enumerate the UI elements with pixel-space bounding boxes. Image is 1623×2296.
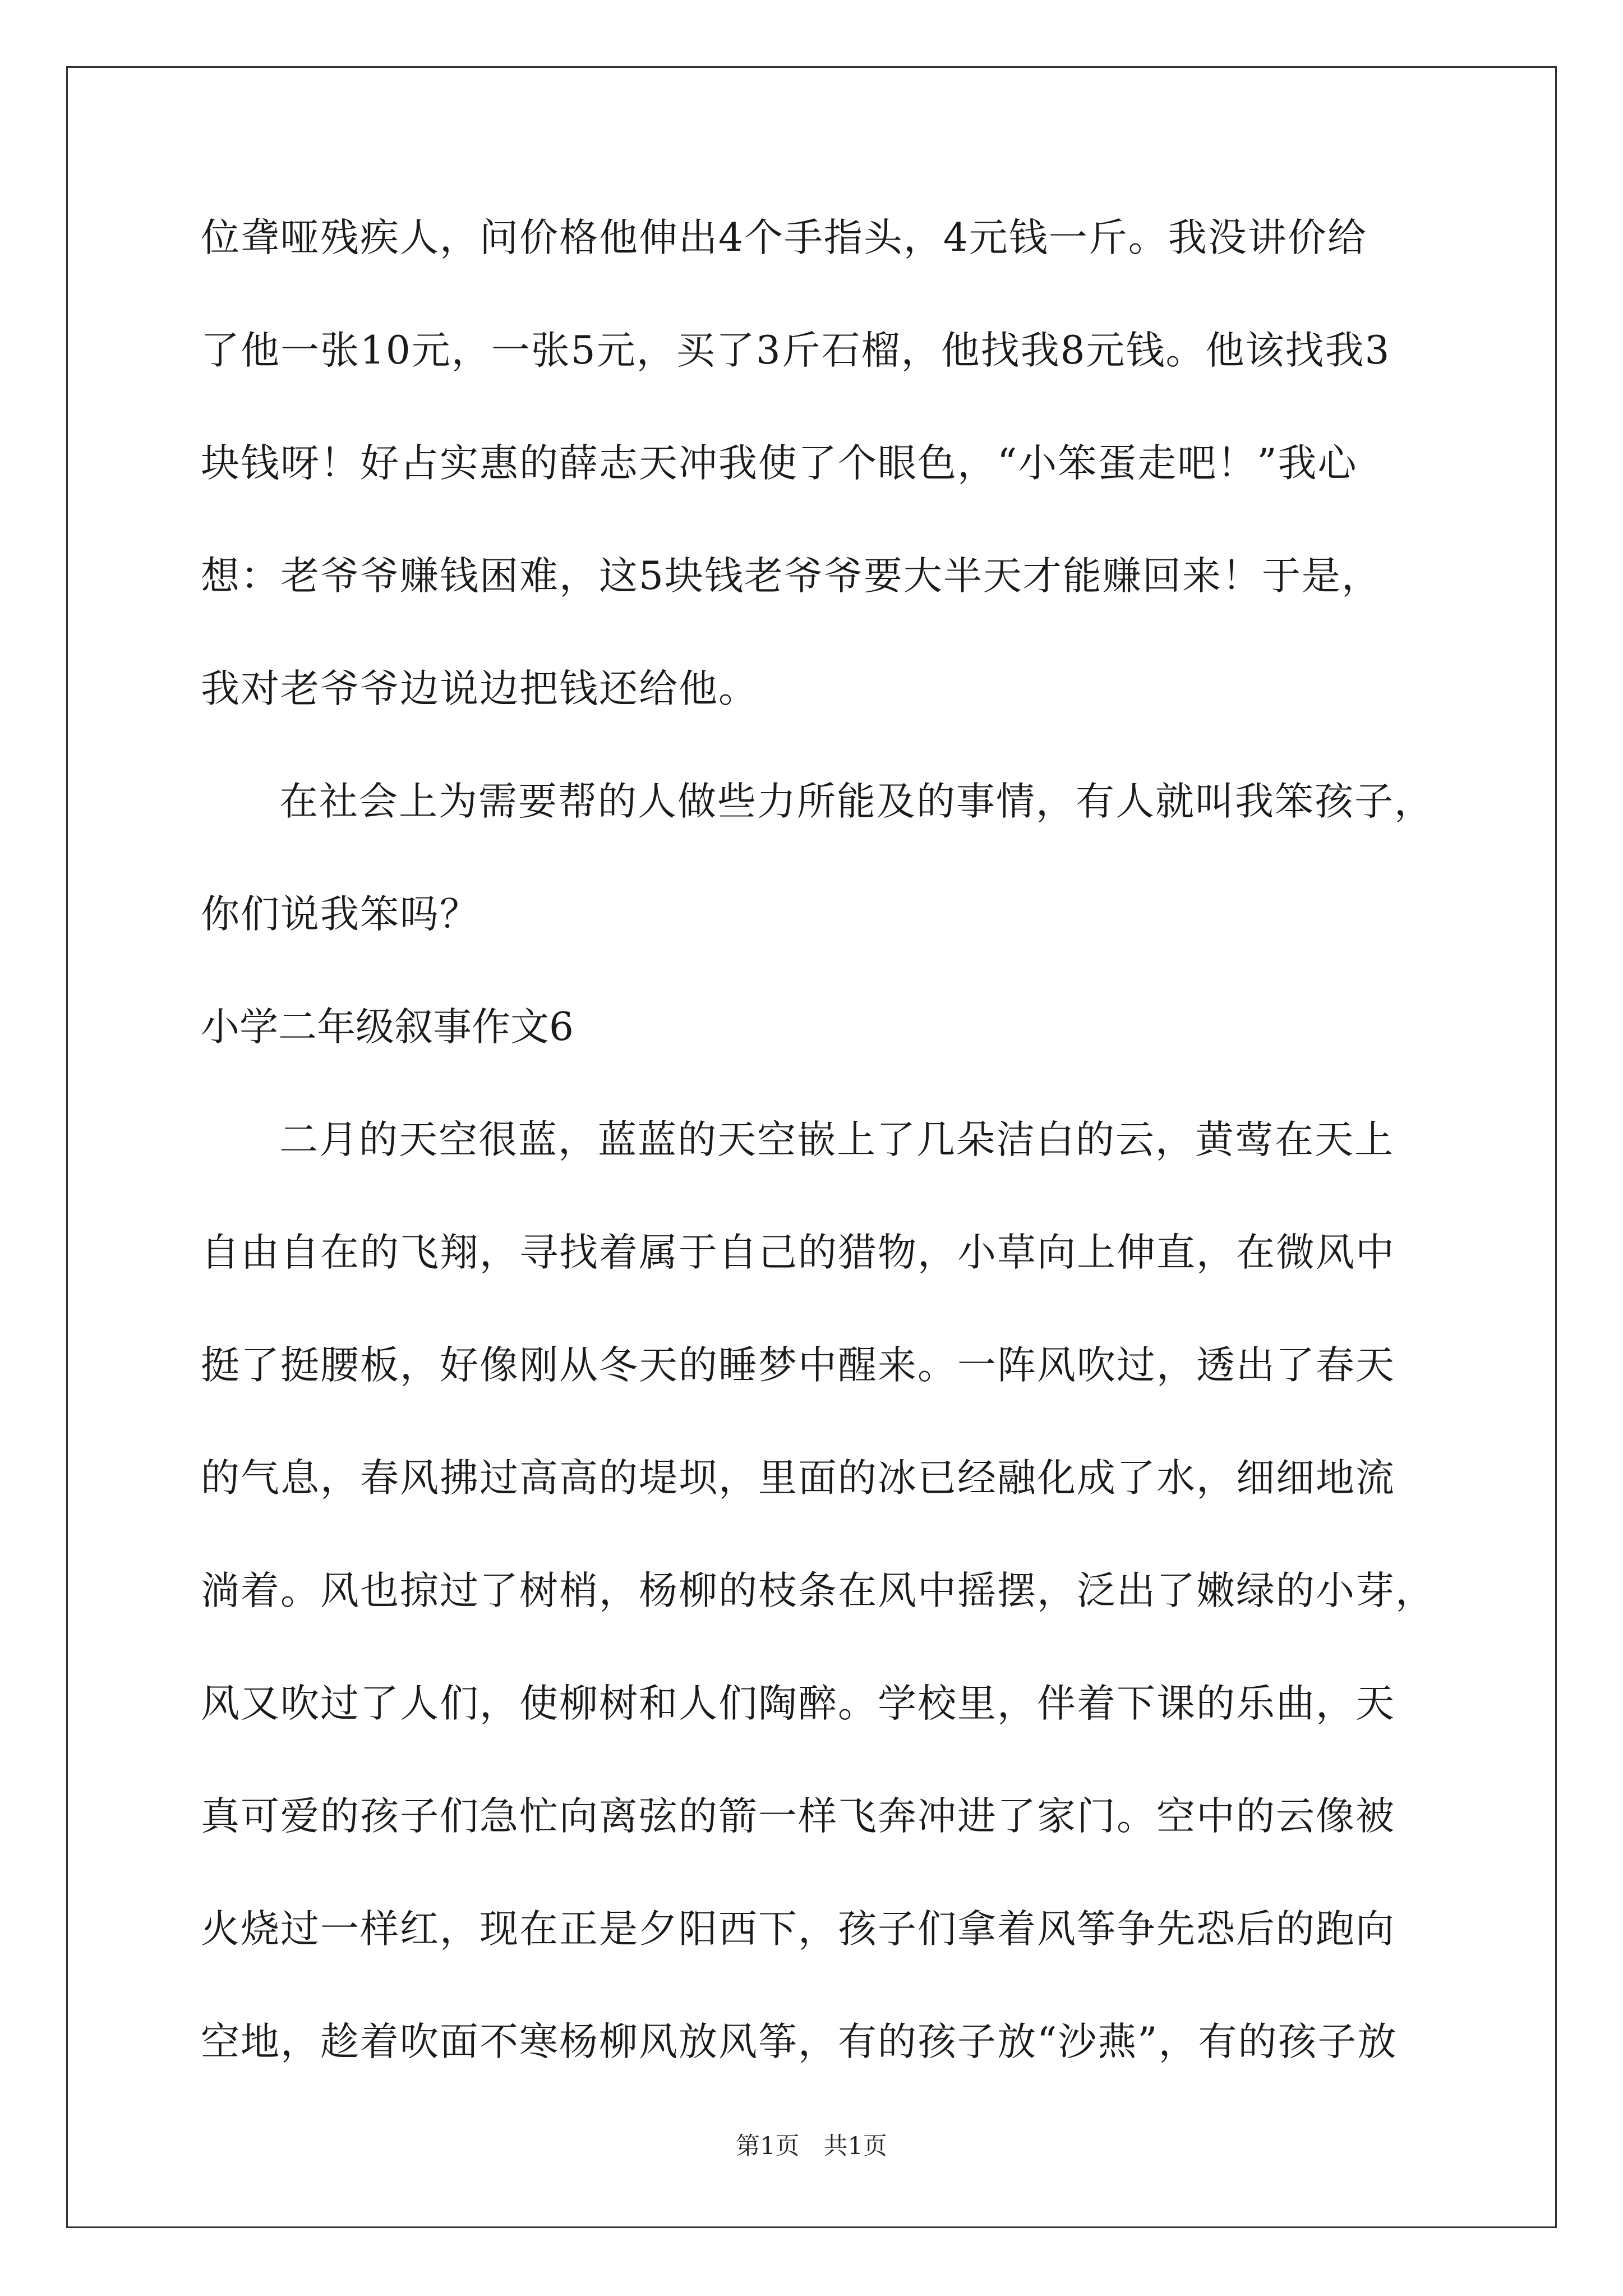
paragraph-start-line: 二月的天空很蓝，蓝蓝的天空嵌上了几朵洁白的云，黄莺在天上: [279, 1117, 1394, 1162]
document-body: [201, 215, 1435, 2136]
text-line: 我对老爷爷边说边把钱还给他。: [201, 666, 758, 711]
page-footer: 第1页 共1页: [736, 2132, 887, 2160]
text-line: 淌着。风也掠过了树梢，杨柳的枝条在风中摇摆，泛出了嫩绿的小芽，: [201, 1568, 1435, 1613]
text-line: 了他一张10元，一张5元，买了3斤石榴，他找我8元钱。他该找我3: [201, 328, 1391, 373]
text-line: 想：老爷爷赚钱困难，这5块钱老爷爷要大半天才能赚回来！于是，: [201, 554, 1381, 599]
text-line: 真可爱的孩子们急忙向离弦的箭一样飞奔冲进了家门。空中的云像被: [201, 1794, 1395, 1839]
text-line: 风又吹过了人们，使柳树和人们陶醉。学校里，伴着下课的乐曲，天: [201, 1681, 1395, 1726]
text-line: 挺了挺腰板，好像刚从冬天的睡梦中醒来。一阵风吹过，透出了春天: [201, 1343, 1395, 1388]
text-line: 空地，趁着吹面不寒杨柳风放风筝，有的孩子放“沙燕”，有的孩子放: [201, 2019, 1398, 2064]
text-line: 火烧过一样红，现在正是夕阳西下，孩子们拿着风筝争先恐后的跑向: [201, 1907, 1395, 1952]
text-line: 块钱呀！好占实惠的薛志天冲我使了个眼色，“小笨蛋走吧！”我心: [201, 441, 1358, 486]
section-heading: 小学二年级叙事作文6: [201, 1005, 574, 1050]
text-line: 你们说我笨吗？: [201, 892, 479, 937]
text-line: 自由自在的飞翔，寻找着属于自己的猎物，小草向上伸直，在微风中: [201, 1230, 1395, 1275]
text-line: 位聋哑残疾人，问价格他伸出4个手指头，4元钱一斤。我没讲价给: [201, 215, 1367, 260]
text-line: 的气息，春风拂过高高的堤坝，里面的冰已经融化成了水，细细地流: [201, 1456, 1395, 1501]
paragraph-start-line: 在社会上为需要帮的人做些力所能及的事情，有人就叫我笨孩子，: [279, 779, 1434, 824]
